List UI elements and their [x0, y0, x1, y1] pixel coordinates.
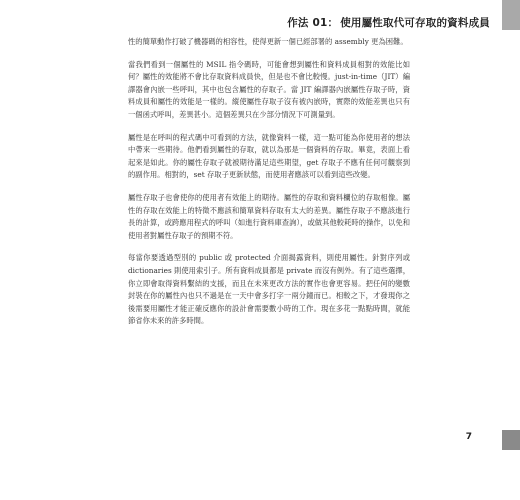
running-header-text — [287, 15, 490, 30]
chapter-item-title: 使用屬性取代可存取的資料成員 — [340, 16, 490, 29]
paragraph-1: 性的簡單動作打破了機器碼的相容性，使得更新一個已經部署的 assembly 更為困難。 — [128, 37, 408, 46]
body-text — [128, 36, 410, 338]
paragraph-4: 屬性存取子也會使你的使用者有效能上的期待。屬性的存取和資料欄位的存取相像。屬性的存取在效能上的特徵不應該和簡單資料存取有太大的差異。屬性存取子不應該進行長的計算，或跨應用程式的呼叫（如進行資料庫查詢），或做其他較耗時的操作，以免和使用者對屬性存取子的預期不符。 — [128, 192, 410, 240]
header-thumb-tab — [502, 0, 520, 30]
paragraph-2: 當我們看到一個屬性的 MSIL 指令碼時，可能會想到屬性和資料成員相對的效能比如何？屬性的效能將不會比存取資料成員快，但是也不會比較慢。just-in-time（JIT）編譯器會內嵌一些呼叫，其中也包含屬性的存取子。當 JIT 編譯器內嵌屬性存取子時，資料成員和屬性的效能是一樣的。縱使屬性存取子沒有被內嵌時，實際的效能差異也只有一個函式呼叫，差異甚小。這個差異只在少部分情況下可測量到。 — [128, 59, 410, 119]
paragraph-5: 每當你要透過型別的 public 或 protected 介面揭露資料，則使用屬性。針對序列或 dictionaries 則使用索引子。所有資料成員都是 private 而沒有例外。有了這些選擇，你立即會取得資料繫結的支援，而且在未來更改方法的實作也會更容易。把任何的變數封裝在你的屬性內也只不過是在一天中會多打字一兩分鐘而已。相較之下，才發現你之後需要用屬性才能正確反應你的設計會需要數小時的工作。現在多花一點點時間，就能節省你未來的許多時間。 — [128, 253, 410, 326]
page-number-thumb-tab — [502, 430, 520, 450]
running-header — [287, 10, 490, 34]
page-number: 7 — [465, 432, 472, 442]
paragraph-3: 屬性是在呼叫的程式碼中可看到的方法，就像資料一樣，這一點可能為你使用者的想法中帶來一些期待。他們看到屬性的存取，就以為那是一個資料的存取。畢竟，表面上看起來是如此。你的屬性存取子就被期待滿足這些期望，get 存取子不應有任何可觀察到的副作用。相對的，set 存取子更新狀態，而使用者應該可以看到這些改變。 — [128, 132, 410, 180]
chapter-item-label: 作法 01： — [287, 16, 339, 29]
